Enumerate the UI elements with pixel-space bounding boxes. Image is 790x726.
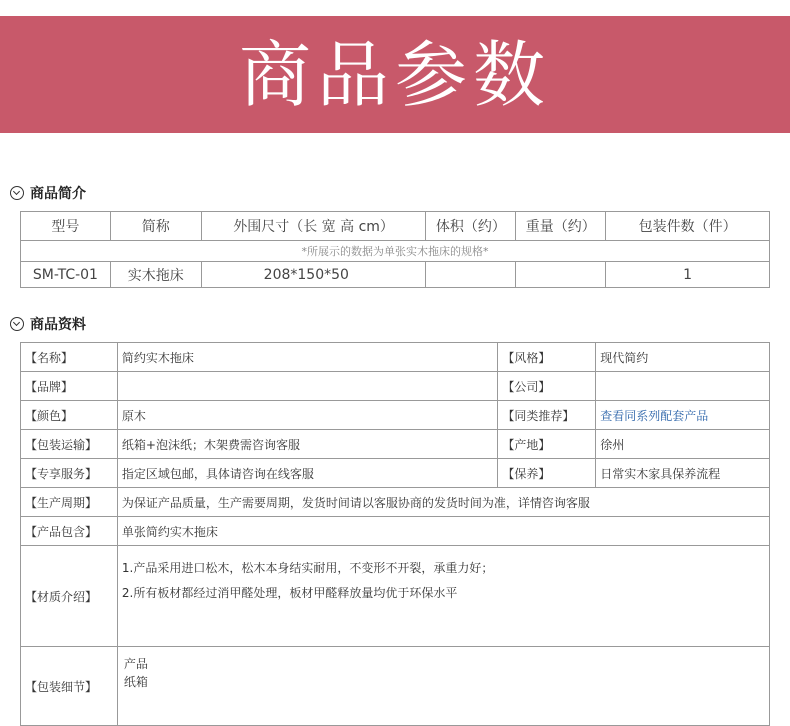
header-package-count: 包装件数（件） bbox=[606, 212, 770, 241]
intro-data-row bbox=[21, 262, 770, 288]
header-weight: 重量（约） bbox=[516, 212, 606, 241]
name-value: 简约实木拖床 bbox=[117, 343, 497, 372]
includes-value: 单张简约实木拖床 bbox=[117, 517, 769, 546]
intro-note: *所展示的数据为单张实木拖床的规格* bbox=[21, 241, 770, 262]
material-line-1: 1.产品采用进口松木，松木本身结实耐用，不变形不开裂，承重力好； bbox=[121, 561, 494, 575]
intro-header-row bbox=[21, 212, 770, 241]
chevron-down-icon bbox=[10, 186, 24, 200]
packing-line-1: 产品 bbox=[123, 657, 148, 671]
table-row bbox=[21, 401, 770, 430]
table-row bbox=[21, 343, 770, 372]
packing-line-2: 纸箱 bbox=[123, 675, 148, 689]
material-label: 【材质介绍】 bbox=[21, 546, 118, 647]
section-intro-heading bbox=[10, 183, 86, 203]
color-value: 原木 bbox=[117, 401, 497, 430]
chevron-down-icon bbox=[10, 317, 24, 331]
material-line-2: 2.所有板材都经过消甲醛处理，板材甲醛释放量均优于环保水平 bbox=[121, 586, 458, 600]
origin-label: 【产地】 bbox=[498, 430, 596, 459]
origin-value: 徐州 bbox=[596, 430, 770, 459]
table-row bbox=[21, 488, 770, 517]
material-value bbox=[117, 546, 769, 647]
service-value: 指定区域包邮，具体请咨询在线客服 bbox=[117, 459, 497, 488]
intro-note-row bbox=[21, 241, 770, 262]
section-details-title: 商品资料 bbox=[30, 317, 86, 333]
service-label: 【专享服务】 bbox=[21, 459, 118, 488]
cell-weight bbox=[516, 262, 606, 288]
banner bbox=[0, 16, 790, 133]
header-dimensions: 外围尺寸（长 宽 高 cm） bbox=[201, 212, 426, 241]
maintenance-value: 日常实木家具保养流程 bbox=[596, 459, 770, 488]
table-row bbox=[21, 430, 770, 459]
section-intro-title: 商品简介 bbox=[30, 186, 86, 202]
company-label: 【公司】 bbox=[498, 372, 596, 401]
brand-value bbox=[117, 372, 497, 401]
table-row bbox=[21, 459, 770, 488]
style-value: 现代简约 bbox=[596, 343, 770, 372]
table-row bbox=[21, 372, 770, 401]
header-model: 型号 bbox=[21, 212, 111, 241]
details-table bbox=[20, 342, 770, 726]
includes-label: 【产品包含】 bbox=[21, 517, 118, 546]
section-details-heading bbox=[10, 314, 86, 334]
related-label: 【同类推荐】 bbox=[498, 401, 596, 430]
cell-package-count: 1 bbox=[606, 262, 770, 288]
cycle-value: 为保证产品质量，生产需要周期，发货时间请以客服协商的发货时间为准，详情咨询客服 bbox=[117, 488, 769, 517]
header-volume: 体积（约） bbox=[426, 212, 516, 241]
style-label: 【风格】 bbox=[498, 343, 596, 372]
cell-model: SM-TC-01 bbox=[21, 262, 111, 288]
cell-short-name: 实木拖床 bbox=[110, 262, 201, 288]
header-short-name: 简称 bbox=[110, 212, 201, 241]
brand-label: 【品牌】 bbox=[21, 372, 118, 401]
cell-dimensions: 208*150*50 bbox=[201, 262, 426, 288]
packing-label: 【包装细节】 bbox=[21, 647, 118, 726]
shipping-label: 【包装运输】 bbox=[21, 430, 118, 459]
related-cell bbox=[596, 401, 770, 430]
related-products-link[interactable]: 查看同系列配套产品 bbox=[600, 408, 709, 423]
table-row bbox=[21, 517, 770, 546]
company-value bbox=[596, 372, 770, 401]
shipping-value: 纸箱+泡沫纸；木架费需咨询客服 bbox=[117, 430, 497, 459]
cell-volume bbox=[426, 262, 516, 288]
table-row bbox=[21, 546, 770, 647]
cycle-label: 【生产周期】 bbox=[21, 488, 118, 517]
color-label: 【颜色】 bbox=[21, 401, 118, 430]
maintenance-label: 【保养】 bbox=[498, 459, 596, 488]
name-label: 【名称】 bbox=[21, 343, 118, 372]
banner-title: 商品参数 bbox=[238, 32, 551, 117]
intro-table bbox=[20, 211, 770, 288]
